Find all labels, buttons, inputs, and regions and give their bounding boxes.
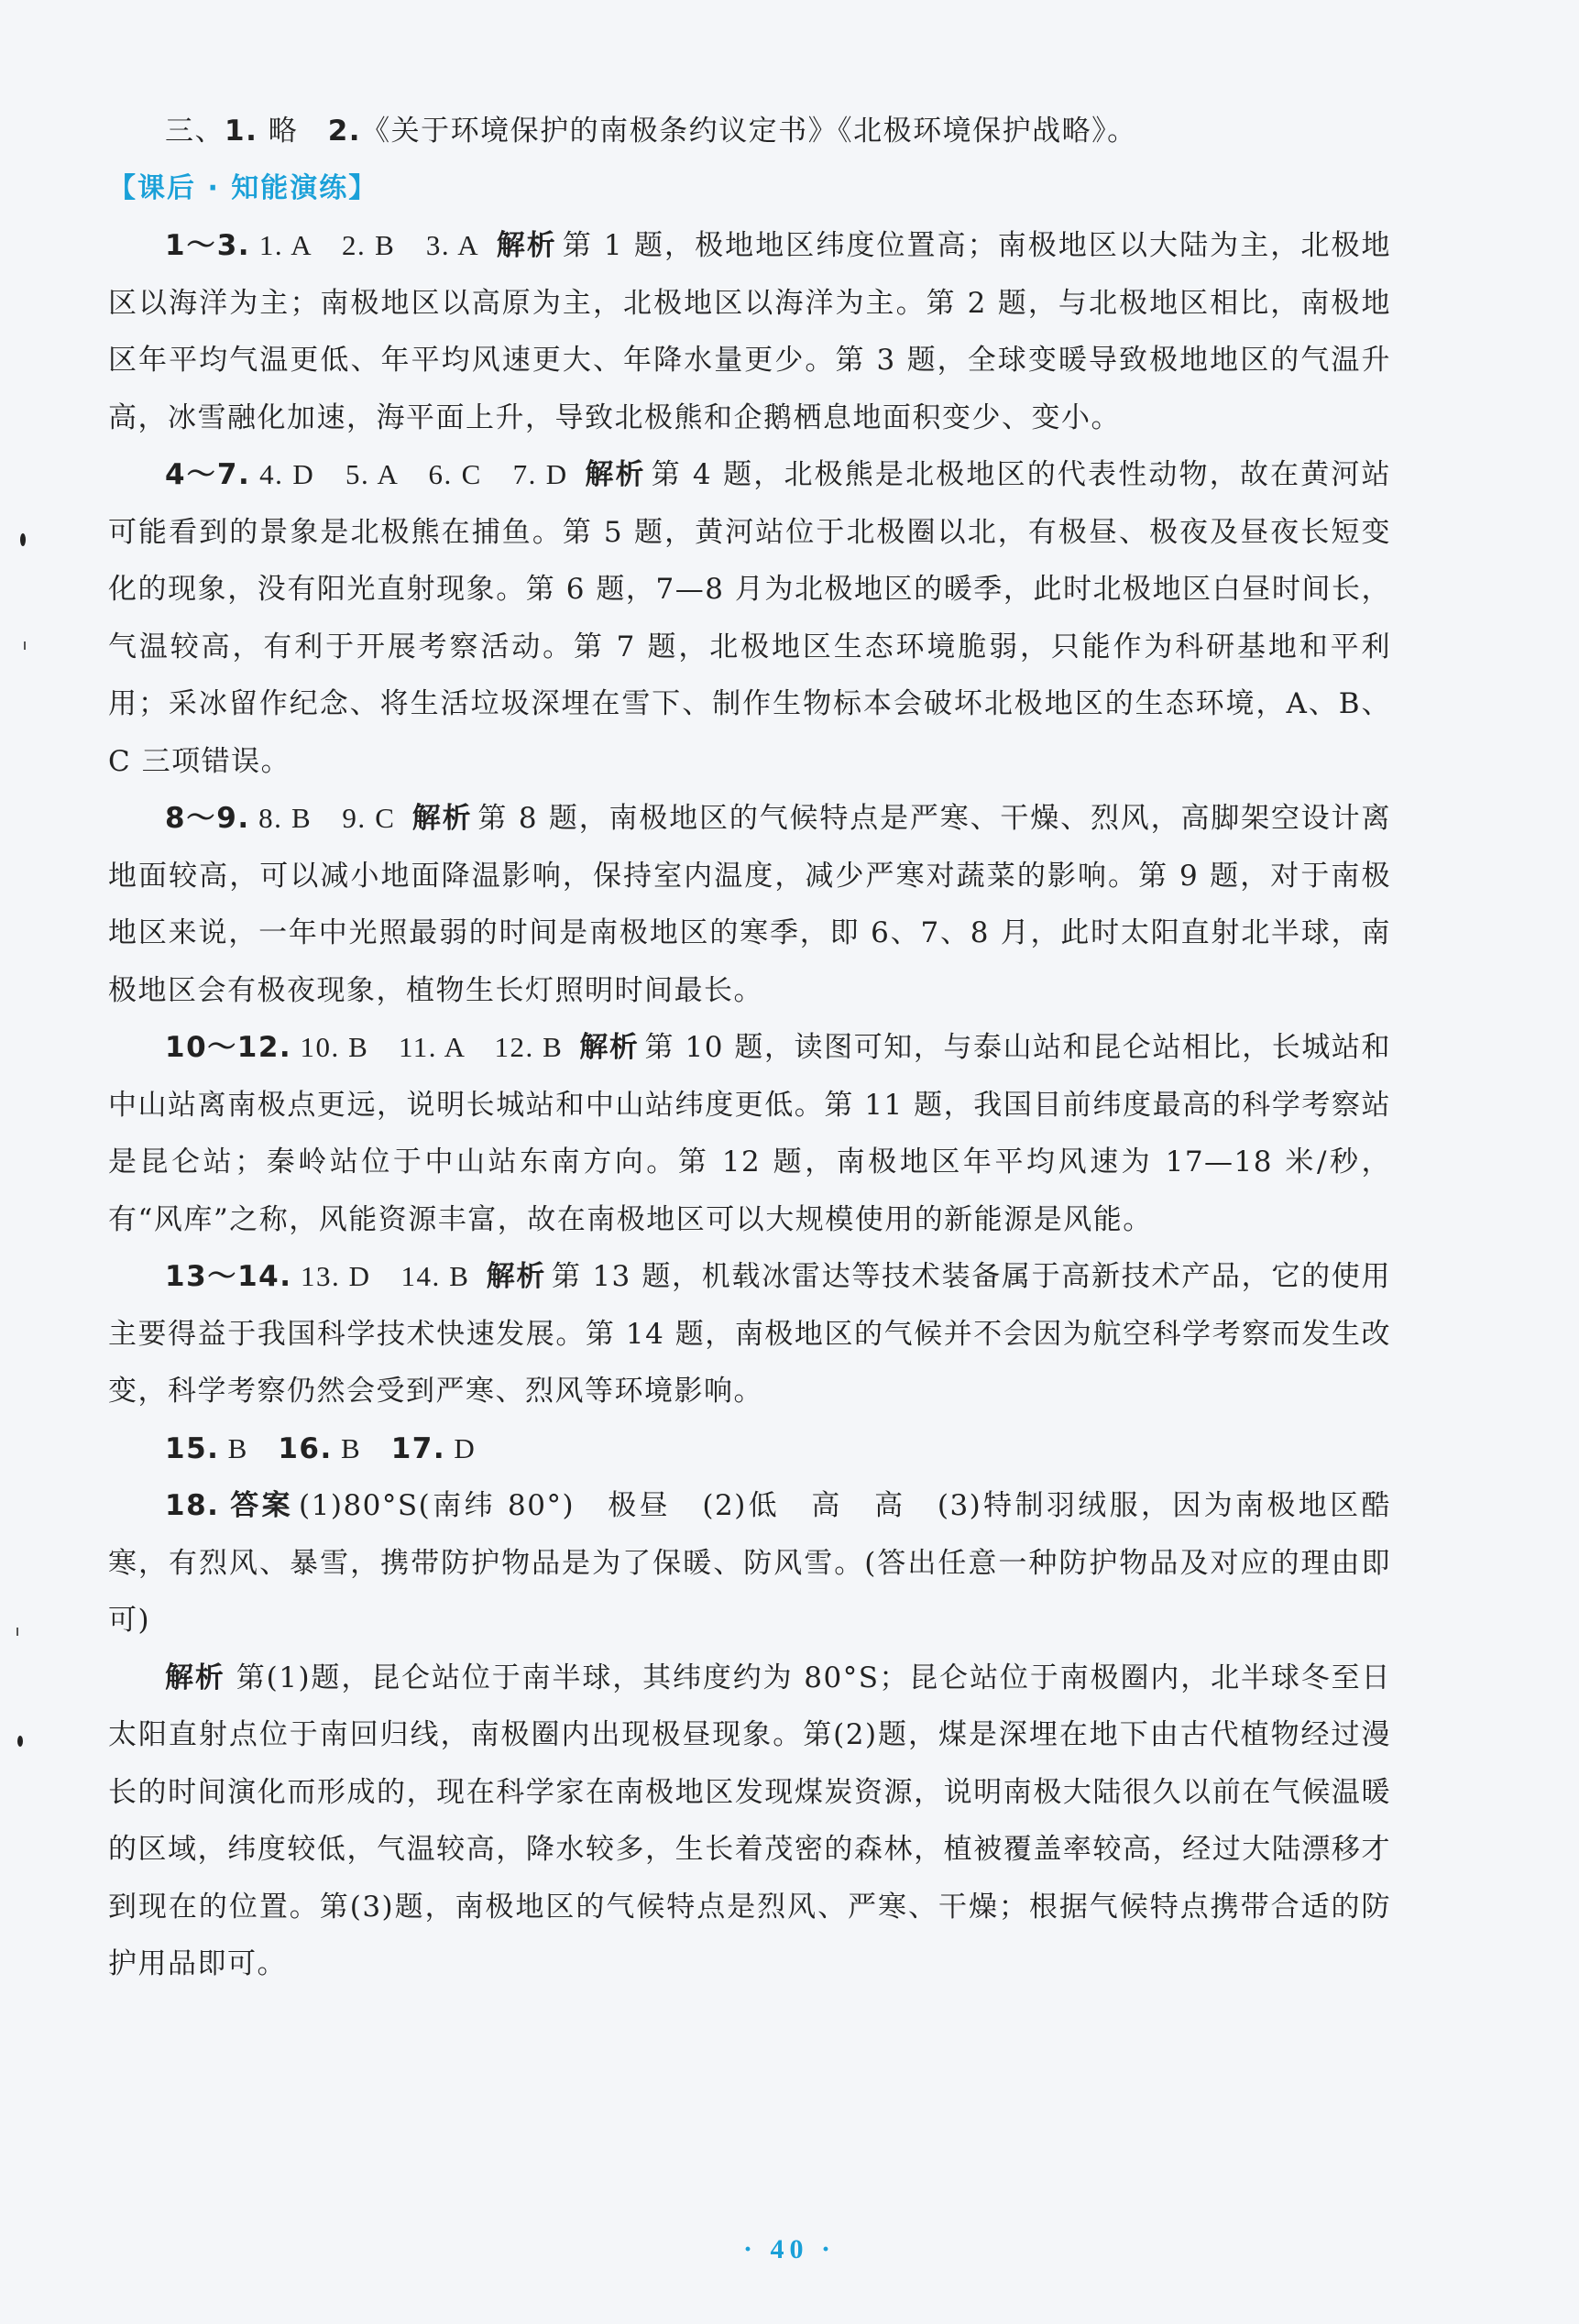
answer-keys: 13. D 14. B: [291, 1260, 470, 1292]
scan-mark: [24, 641, 26, 650]
answer-keys: 1. A 2. B 3. A: [250, 229, 480, 261]
analysis-label: 解析: [486, 1260, 547, 1293]
answer-text: 《关于环境保护的南极条约议定书》《北极环境保护战略》。: [361, 115, 1137, 148]
answer-label: 答案: [228, 1489, 294, 1522]
answer-block-13-14: [108, 1248, 1391, 1420]
answer-page-body: [108, 103, 1391, 1993]
scan-mark: [17, 1736, 23, 1747]
analysis-label: 解析: [584, 458, 646, 491]
question-number: 16.: [278, 1431, 333, 1465]
analysis-text: 第 13 题，机载冰雷达等技术装备属于高新技术产品，它的使用主要得益于我国科学技术快速发展。第 14 题，南极地区的气候并不会因为航空科学考察而发生改变，科学考察仍然会受到严寒、烈风等环境影响。: [108, 1260, 1392, 1408]
scan-mark: [20, 533, 26, 546]
question-number: 15.: [165, 1431, 220, 1465]
page-number: · 40 ·: [742, 2234, 836, 2264]
section-3-answers: [108, 103, 1391, 160]
analysis-label: 解析: [496, 229, 557, 262]
answer-block-4-7: [108, 446, 1391, 790]
answer-key: D: [445, 1431, 477, 1464]
answer-text: 略: [258, 115, 328, 148]
question-range: 13～14.: [165, 1260, 292, 1293]
question-number: 2.: [327, 115, 362, 148]
answer-key: B: [219, 1431, 279, 1464]
answer-keys: 4. D 5. A 6. C 7. D: [250, 458, 568, 490]
question-range: 10～12.: [165, 1031, 292, 1064]
answer-keys: 10. B 11. A 12. B: [291, 1031, 564, 1063]
analysis-text: 第 4 题，北极熊是北极地区的代表性动物，故在黄河站可能看到的景象是北极熊在捕鱼。第 5 题，黄河站位于北极圈以北，有极昼、极夜及昼夜长短变化的现象，没有阳光直射现象。第 6 题，7—8 月为北极地区的暖季，此时北极地区白昼时间长，气温较高，有利于开展考察活动。第 7 题，北极地区生态环境脆弱，只能作为科研基地和平利用；采冰留作纪念、将生活垃圾深埋在雪下、制作生物标本会破坏北极地区的生态环境，A、B、C 三项错误。: [108, 458, 1392, 778]
section-3-prefix: 三、: [165, 115, 225, 148]
answer-block-15-17: [108, 1420, 1391, 1478]
analysis-text: 第 1 题，极地地区纬度位置高；南极地区以大陆为主，北极地区以海洋为主；南极地区以高原为主，北极地区以海洋为主。第 2 题，与北极地区相比，南极地区年平均气温更低、年平均风速更大、年降水量更少。第 3 题，全球变暖导致极地地区的气温升高，冰雪融化加速，海平面上升，导致北极熊和企鹅栖息地面积变少、变小。: [108, 229, 1392, 434]
answer-keys: 8. B 9. C: [249, 802, 396, 834]
answer-block-18: [108, 1477, 1391, 1650]
analysis-block-18: [108, 1650, 1391, 1993]
question-number: 1.: [225, 115, 258, 148]
analysis-text: 第 10 题，读图可知，与泰山站和昆仑站相比，长城站和中山站离南极点更远，说明长城站和中山站纬度更低。第 11 题，我国目前纬度最高的科学考察站是昆仑站；秦岭站位于中山站东南方向。第 12 题，南极地区年平均风速为 17—18 米/秒，有“风库”之称，风能资源丰富，故在南极地区可以大规模使用的新能源是风能。: [108, 1031, 1392, 1236]
answer-block-10-12: [108, 1019, 1391, 1248]
analysis-label: 解析: [165, 1661, 225, 1694]
answer-key: B: [332, 1431, 391, 1464]
section-heading: 【课后 · 知能演练】: [108, 171, 378, 204]
analysis-label: 解析: [411, 802, 473, 835]
question-number: 17.: [390, 1431, 446, 1465]
question-range: 4～7.: [165, 458, 251, 491]
question-range: 8～9.: [165, 802, 250, 835]
answer-block-1-3: [108, 217, 1391, 446]
analysis-text: 第 8 题，南极地区的气候特点是严寒、干燥、烈风，高脚架空设计离地面较高，可以减小地面降温影响，保持室内温度，减少严寒对蔬菜的影响。第 9 题，对于南极地区来说，一年中光照最弱的时间是南极地区的寒季，即 6、7、8 月，此时太阳直射北半球，南极地区会有极夜现象，植物生长灯照明时间最长。: [108, 802, 1391, 1007]
question-range: 1～3.: [165, 229, 251, 262]
answer-text: (1)80°S(南纬 80°) 极昼 (2)低 高 高 (3)特制羽绒服，因为南极地区酷寒，有烈风、暴雪，携带防护物品是为了保暖、防风雪。(答出任意一种防护物品及对应的理由即可): [108, 1489, 1392, 1637]
analysis-label: 解析: [579, 1031, 640, 1064]
scan-mark: [16, 1628, 18, 1636]
answer-block-8-9: [108, 790, 1391, 1019]
analysis-text: 第(1)题，昆仑站位于南半球，其纬度约为 80°S；昆仑站位于南极圈内，北半球冬至日太阳直射点位于南回归线，南极圈内出现极昼现象。第(2)题，煤是深埋在地下由古代植物经过漫长的时间演化而形成的，现在科学家在南极地区发现煤炭资源，说明南极大陆很久以前在气候温暖的区域，纬度较低，气温较高，降水较多，生长着茂密的森林，植被覆盖率较高，经过大陆漂移才到现在的位置。第(3)题，南极地区的气候特点是烈风、严寒、干燥；根据气候特点携带合适的防护用品即可。: [108, 1661, 1391, 1980]
question-number: 18.: [165, 1489, 220, 1522]
